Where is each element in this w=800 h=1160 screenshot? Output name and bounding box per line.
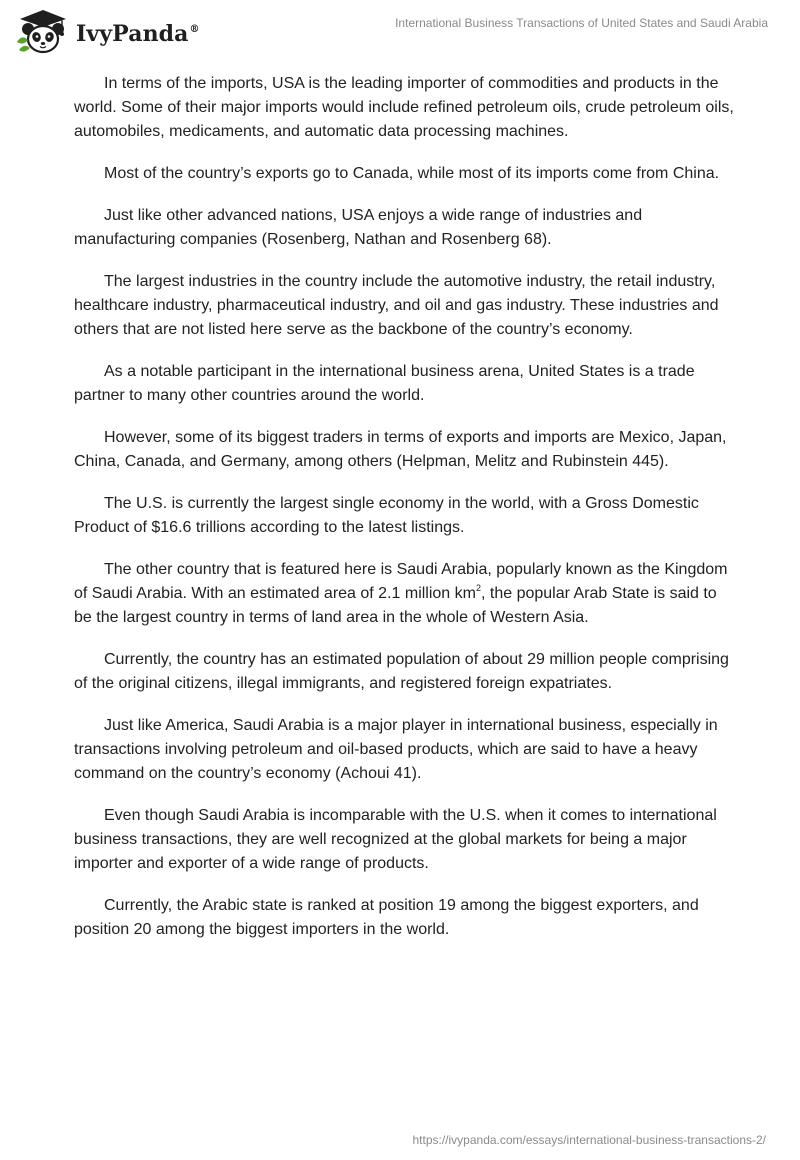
essay-body xyxy=(74,72,734,960)
page-header xyxy=(0,0,800,64)
paragraph: As a notable participant in the international business arena, United States is a trade partner to many other countries around the world. xyxy=(74,363,695,404)
paragraph: Most of the country’s exports go to Canada, while most of its imports come from China. xyxy=(104,165,720,182)
paragraph: The largest industries in the country include the automotive industry, the retail industry, healthcare industry, pharmaceutical industry, and oil and gas industry. These industries and others that are not listed here serve as the backbone of the country’s economy. xyxy=(74,273,719,338)
registered-mark: ® xyxy=(189,24,200,35)
paragraph: However, some of its biggest traders in terms of exports and imports are Mexico, Japan, China, Canada, and Germany, among others (Helpman, Melitz and Rubinstein 445). xyxy=(74,429,727,470)
panda-graduate-icon xyxy=(14,8,72,56)
paragraph: Currently, the country has an estimated population of about 29 million people comprising of the original citizens, illegal immigrants, and registered foreign expatriates. xyxy=(74,651,729,692)
superscript: 2 xyxy=(475,583,481,593)
document-title: International Business Transactions of United States and Saudi Arabia xyxy=(395,16,768,30)
paragraph-text-after: , the popular Arab State is said to be the largest country in terms of land area in the whole of Western Asia. xyxy=(74,585,717,626)
paragraph: Just like other advanced nations, USA enjoys a wide range of industries and manufacturing companies (Rosenberg, Nathan and Rosenberg 68). xyxy=(74,207,643,248)
paragraph-text-before: The other country that is featured here is Saudi Arabia, popularly known as the Kingdom of Saudi Arabia. With an estimated area of 2.1 million km xyxy=(74,561,728,602)
paragraph: In terms of the imports, USA is the leading importer of commodities and products in the world. Some of their major imports would include refined petroleum oils, crude petroleum oils, automobiles, medicaments, and automatic data processing machines. xyxy=(74,75,734,140)
brand-name xyxy=(76,21,200,47)
source-url-link[interactable]: https://ivypanda.com/essays/international-business-transactions-2/ xyxy=(412,1133,766,1147)
paragraph: The U.S. is currently the largest single economy in the world, with a Gross Domestic Product of $16.6 trillions according to the latest listings. xyxy=(74,495,699,536)
paragraph: Just like America, Saudi Arabia is a major player in international business, especially in transactions involving petroleum and oil-based products, which are said to have a heavy command on the country’s economy (Achoui 41). xyxy=(74,717,718,782)
paragraph: Currently, the Arabic state is ranked at position 19 among the biggest exporters, and position 20 among the biggest importers in the world. xyxy=(74,897,699,938)
brand-name-text: IvyPanda xyxy=(76,21,189,47)
paragraph-saudi-arabia xyxy=(74,558,734,630)
ivypanda-logo[interactable] xyxy=(14,8,200,56)
paragraph: Even though Saudi Arabia is incomparable with the U.S. when it comes to international business transactions, they are well recognized at the global markets for being a major importer and exporter of a wide range of products. xyxy=(74,807,717,872)
